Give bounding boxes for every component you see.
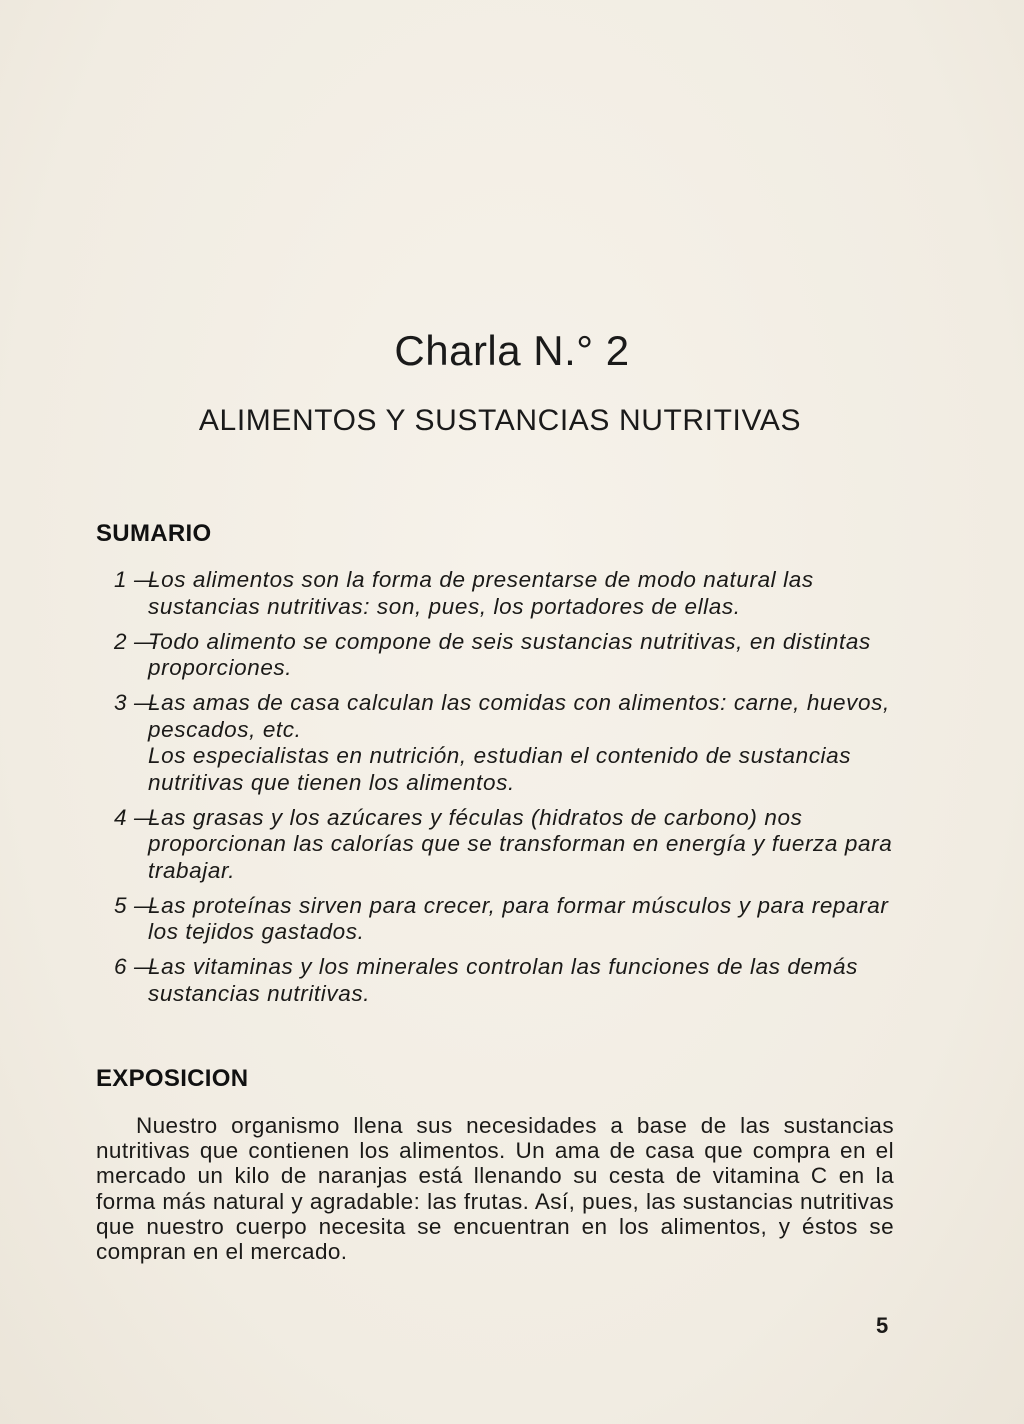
summary-item [114, 893, 904, 946]
summary-item [114, 629, 904, 682]
exposition-paragraph: Nuestro organismo llena sus necesidades a base de las sustancias nutritivas que contienen los alimentos. Un ama de casa que compra en el mercado un kilo de naranjas está llenando su cesta de vitamina C en la forma más natural y agradable: las frutas. Así, pues, las sustancias nutritivas que nuestro cuerpo necesita se encuentran en los alimentos, y éstos se compran en el mercado. [96, 1113, 894, 1265]
summary-item-number: 6 — [114, 954, 158, 979]
summary-item-number: 3 — [114, 690, 158, 715]
summary-item-text: Las amas de casa calculan las comidas con alimentos: carne, huevos, pescados, etc. [148, 690, 890, 742]
summary-item [114, 805, 904, 885]
sumario-heading: SUMARIO [96, 520, 212, 547]
summary-item-text: Los alimentos son la forma de presentarse de modo natural las sustancias nutritivas: son, pues, los portadores de ellas. [148, 567, 814, 619]
main-title: ALIMENTOS Y SUSTANCIAS NUTRITIVAS [198, 404, 802, 437]
summary-item [114, 954, 904, 1007]
chapter-title: Charla N.° 2 [394, 327, 630, 374]
summary-item-text: Todo alimento se compone de seis sustancias nutritivas, en distintas proporciones. [148, 628, 871, 680]
summary-item-text: Las proteínas sirven para crecer, para formar músculos y para reparar los tejidos gastados. [148, 892, 889, 944]
summary-list [114, 567, 904, 1016]
summary-item-number: 4 — [114, 804, 158, 830]
exposicion-heading: EXPOSICION [96, 1065, 249, 1092]
summary-item [114, 567, 904, 620]
summary-item-number: 5 — [114, 892, 158, 918]
summary-item-text: Los especialistas en nutrición, estudian el contenido de sustancias nutritivas que tienen los alimentos. [148, 743, 852, 795]
summary-item [114, 690, 904, 796]
page-number: 5 [876, 1313, 889, 1338]
summary-item-text: Las vitaminas y los minerales controlan las funciones de las demás sustancias nutritivas. [148, 954, 858, 1006]
summary-item-number: 1 — [114, 567, 158, 592]
summary-item-number: 2 — [114, 628, 158, 654]
summary-item-text: Las grasas y los azúcares y féculas (hidratos de carbono) nos proporcionan las calorías que se transforman en energía y fuerza para trabajar. [148, 804, 893, 883]
